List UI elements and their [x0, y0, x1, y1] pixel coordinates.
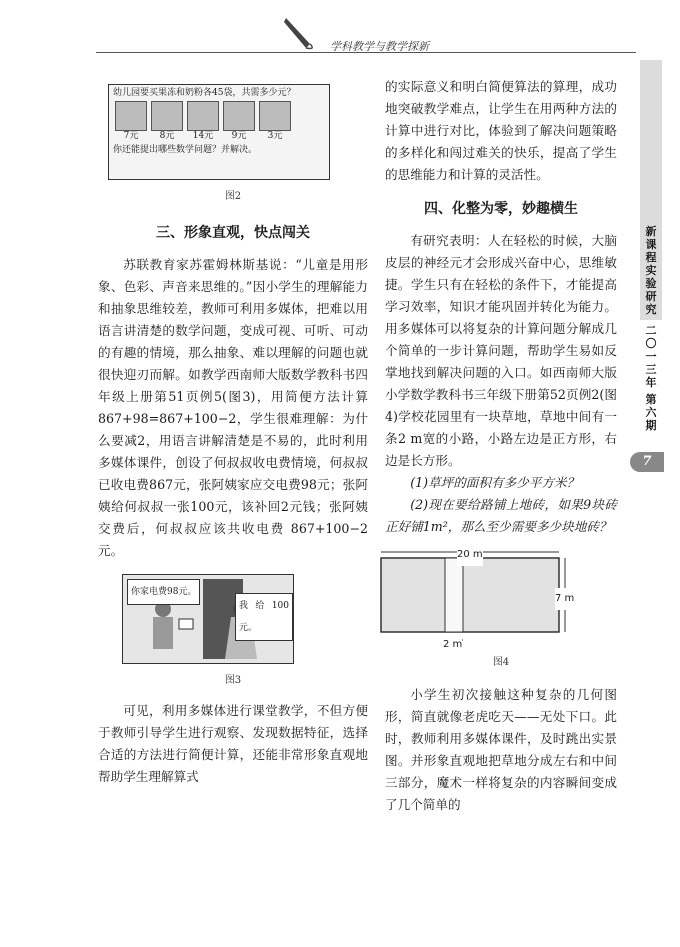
running-header: 学科教学与教学探新: [330, 40, 429, 53]
figure-4: [379, 548, 579, 648]
width-label: 20 m: [457, 544, 483, 566]
journal-year: 二〇一三年: [645, 324, 657, 389]
journal-label: [642, 225, 660, 432]
question-2: (2)现在要给路铺上地砖，如果9块砖正好铺1m²，那么至少需要多少块地砖？: [385, 497, 617, 534]
page-number: 7: [630, 452, 664, 472]
right-paragraph-2: 小学生初次接触这种复杂的几何图形，简直就像老虎吃天——无处下口。此时，教师利用多媒体课件，及时跳出实景图。并形象直观地把草地分成左右和中间三部分，魔术一样将复杂的内容瞬间变成了几个简单的: [385, 687, 617, 812]
right-paragraph-1: 有研究表明：人在轻松的时候，大脑皮层的神经元才会形成兴奋中心，思维敏捷。学生只有在轻松的条件下，才能提高学习效率，知识才能巩固并转化为能力。用多媒体可以将复杂的计算问题分解成几个简单的一步计算问题，帮助学生易如反掌地找到解决问题的入口。如西南师大版小学数学教科书三年级下册第52页例2(图4)学校花园里有一块草地，草地中间有一条2 m宽的小路，小路左边是正方形，右边是长方形。: [385, 233, 617, 468]
left-paragraph-2: 可见，利用多媒体进行课堂教学，不但方便于教师引导学生进行观察、发现数据特征，选择合适的方法进行简便计算，还能非常形象直观地帮助学生理解算式: [98, 703, 368, 784]
section-3-heading: 三、形象直观，快点闯关: [156, 225, 310, 241]
figure-3: [122, 574, 294, 664]
fig2-followup: 你还能提出哪些数学问题？并解决。: [113, 145, 258, 155]
right-paragraph-0: 的实际意义和明白简便算法的算理，成功地突破教学难点，让学生在用两种方法的计算中进行对比，体验到了解决问题策略的多样化和闯过难关的快乐，提高了学生的思维能力和计算的灵活性。: [385, 79, 617, 182]
journal-issue: 第六期: [645, 393, 657, 432]
fig2-question: 幼儿园要买果冻和奶粉各45袋，共需多少元？: [113, 88, 296, 98]
fig2-items: [109, 101, 329, 142]
product-item: 3元: [257, 101, 293, 142]
left-paragraph-1: 苏联教育家苏霍姆林斯基说：“儿童是用形象、色彩、声音来思维的。”因小学生的理解能力和抽象思维较差，教师可利用多媒体，把难以用语言讲清楚的数学问题，变成可视、可听、可动的有趣的情境，那么抽象、难以理解的问题也就很快迎刃而解。如教学西南师大版数学教科书四年级上册第51页例5(图3)，用简便方法计算 867+98=867+100−2，学生很难理解：为什么要减2，用语言讲解清楚是不易的，此时利用多媒体课件，创设了何叔叔收电费情境，何叔叔已收电费867元，张阿姨家应交电费98元；张阿姨给何叔叔一张100元，该补回2元钱；张阿姨交费后，何叔叔应该共收电费 867+100−2元。: [98, 257, 368, 558]
path-width-label: 2 m: [443, 634, 462, 656]
product-item: 14元: [185, 101, 221, 142]
fig3-caption: 图3: [224, 675, 242, 686]
speech-bubble-collector: 你家电费98元。: [127, 579, 200, 605]
product-item: 8元: [149, 101, 185, 142]
height-label: 7 m: [555, 588, 574, 610]
pen-icon: [280, 14, 320, 54]
fig4-caption: 图4: [492, 657, 510, 668]
product-item: 9元: [221, 101, 257, 142]
product-item: 7元: [113, 101, 149, 142]
journal-name: 新课程实验研究: [645, 225, 657, 316]
speech-bubble-resident: 我给100元。: [235, 593, 293, 641]
section-4-heading: 四、化整为零，妙趣横生: [424, 201, 578, 217]
fig2-caption: 图2: [224, 191, 242, 202]
figure-2: [108, 84, 330, 180]
question-1: (1)草坪的面积有多少平方米？: [410, 475, 580, 490]
